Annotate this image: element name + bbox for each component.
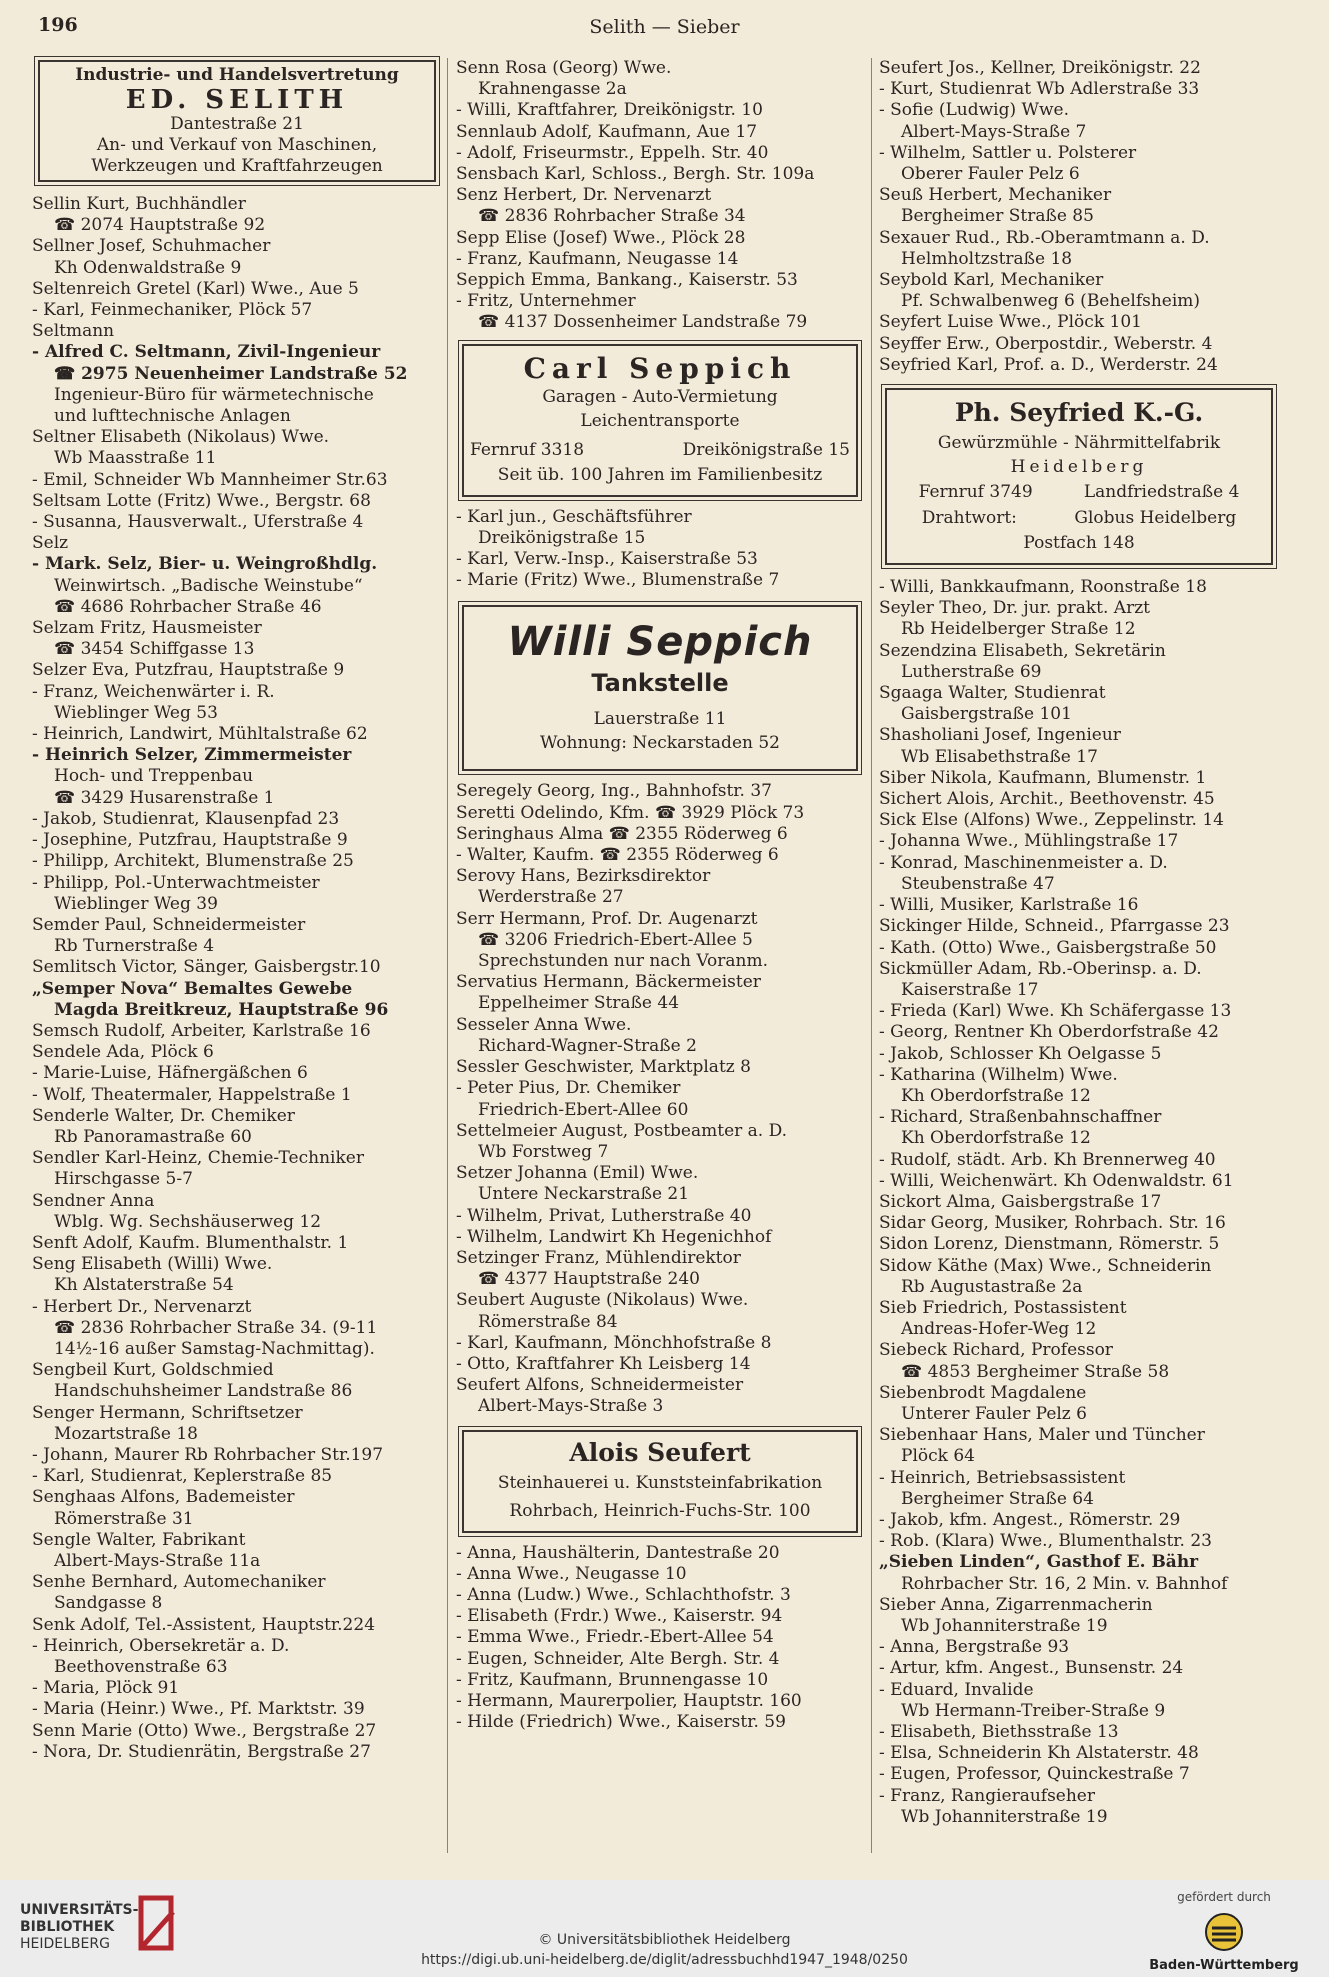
ad-selith-line: Industrie- und Handelsvertretung [75, 65, 399, 85]
list-item: - Kath. (Otto) Wwe., Gaisbergstraße 50 [879, 937, 1217, 958]
list-item: Sieber Anna, Zigarrenmacherin [879, 1594, 1153, 1615]
list-item: Sickinger Hilde, Schneid., Pfarrgasse 23 [879, 916, 1230, 937]
list-item: - Wilhelm, Landwirt Kh Hegenichhof [456, 1226, 772, 1247]
column-divider [871, 58, 872, 1853]
ad-seyfried-name: Ph. Seyfried K.-G. [954, 398, 1204, 428]
list-item: Siebeck Richard, Professor [879, 1340, 1113, 1361]
list-item: - Katharina (Wilhelm) Wwe. [879, 1064, 1118, 1085]
list-item: ☎ 4686 Rohrbacher Straße 46 [54, 596, 322, 617]
list-item: - Philipp, Pol.-Unterwachtmeister [32, 872, 320, 893]
ad-seyfried-telegram: Globus Heidelberg [1074, 508, 1237, 529]
ad-seppich-address: Dreikönigstraße 15 [682, 439, 850, 460]
list-item: ☎ 2836 Rohrbacher Straße 34 [478, 206, 746, 227]
list-item: - Nora, Dr. Studienrätin, Bergstraße 27 [32, 1741, 371, 1762]
list-item: Weinwirtsch. „Badische Weinstube“ [54, 575, 363, 596]
list-item: „Semper Nova“ Bemaltes Gewebe [32, 978, 353, 999]
list-item: - Franz, Weichenwärter i. R. [32, 681, 275, 702]
list-item: - Karl, Feinmechaniker, Plöck 57 [32, 300, 313, 321]
list-item: Setzer Johanna (Emil) Wwe. [456, 1163, 699, 1184]
footer [0, 1880, 1329, 1977]
state-crest-icon [1204, 1912, 1244, 1952]
list-item: - Eduard, Invalide [879, 1679, 1034, 1700]
list-item: Senhe Bernhard, Automechaniker [32, 1572, 326, 1593]
list-item: - Adolf, Friseurmstr., Eppelh. Str. 40 [456, 142, 769, 163]
list-item: - Susanna, Hausverwalt., Uferstraße 4 [32, 512, 364, 533]
list-item: Handschuhsheimer Landstraße 86 [54, 1381, 353, 1402]
list-item: Sessler Geschwister, Marktplatz 8 [456, 1057, 751, 1078]
ad-seppich-phone: Fernruf 3318 [470, 439, 585, 460]
list-item: Semlitsch Victor, Sänger, Gaisbergstr.10 [32, 957, 381, 978]
list-item: ☎ 4377 Hauptstraße 240 [478, 1269, 700, 1290]
list-item: - Willi, Kraftfahrer, Dreikönigstr. 10 [456, 100, 763, 121]
list-item: - Kurt, Studienrat Wb Adlerstraße 33 [879, 79, 1200, 100]
list-item: Sidar Georg, Musiker, Rohrbach. Str. 16 [879, 1213, 1226, 1234]
ad-willi-name: Willi Seppich [507, 619, 813, 666]
list-item: - Willi, Musiker, Karlstraße 16 [879, 895, 1139, 916]
list-item: Gaisbergstraße 101 [901, 704, 1072, 725]
list-item: Römerstraße 31 [54, 1508, 194, 1529]
directory-list [456, 1543, 864, 1734]
list-item: - Karl, Studienrat, Keplerstraße 85 [32, 1466, 333, 1487]
list-item: Sengbeil Kurt, Goldschmied [32, 1360, 274, 1381]
list-item: Oberer Fauler Pelz 6 [901, 164, 1080, 185]
column-1 [32, 58, 440, 1763]
list-item: Servatius Hermann, Bäckermeister [456, 972, 761, 993]
list-item: Kh Alstaterstraße 54 [54, 1275, 234, 1296]
list-item: ☎ 3429 Husarenstraße 1 [54, 787, 275, 808]
list-item: - Elisabeth, Biethsstraße 13 [879, 1722, 1119, 1743]
list-item: Selzam Fritz, Hausmeister [32, 618, 262, 639]
list-item: Eppelheimer Straße 44 [478, 993, 680, 1014]
list-item: Seringhaus Alma ☎ 2355 Röderweg 6 [456, 823, 788, 844]
page-title: Selith — Sieber [589, 16, 740, 38]
list-item: - Heinrich, Obersekretär a. D. [32, 1635, 290, 1656]
list-item: Seyffer Erw., Oberpostdir., Weberstr. 4 [879, 333, 1213, 354]
list-item: - Rob. (Klara) Wwe., Blumenthalstr. 23 [879, 1531, 1212, 1552]
list-item: Seybold Karl, Mechaniker [879, 270, 1104, 291]
list-item: Siber Nikola, Kaufmann, Blumenstr. 1 [879, 767, 1207, 788]
list-item: - Karl, Kaufmann, Mönchhofstraße 8 [456, 1332, 772, 1353]
ad-seufert-name: Alois Seufert [569, 1437, 751, 1467]
list-item: Steubenstraße 47 [901, 873, 1055, 894]
list-item: Pf. Schwalbenweg 6 (Behelfsheim) [901, 291, 1201, 312]
list-item: Rb Heidelberger Straße 12 [901, 619, 1136, 640]
ad-willi-line: Lauerstraße 11 [593, 709, 727, 730]
list-item: Sendele Ada, Plöck 6 [32, 1042, 214, 1063]
ad-willi-tankstelle: Tankstelle [591, 669, 729, 698]
list-item: Settelmeier August, Postbeamter a. D. [456, 1120, 788, 1141]
ad-selith-name: ED. SELITH [125, 85, 349, 115]
ad-willi-line: Wohnung: Neckarstaden 52 [539, 733, 780, 754]
library-name-line: BIBLIOTHEK [20, 1919, 115, 1935]
list-item: - Heinrich, Betriebsassistent [879, 1467, 1126, 1488]
list-item: Senz Herbert, Dr. Nervenarzt [456, 185, 712, 206]
list-item: ☎ 2074 Hauptstraße 92 [54, 215, 266, 236]
list-item: Sendner Anna [32, 1190, 155, 1211]
column-2 [456, 58, 864, 1733]
list-item: Werderstraße 27 [478, 887, 624, 908]
list-item: - Heinrich, Landwirt, Mühltalstraße 62 [32, 724, 368, 745]
list-item: Albert-Mays-Straße 3 [478, 1396, 664, 1417]
ad-seppich-line: Garagen - Auto-Vermietung [542, 386, 778, 407]
list-item: - Anna, Haushälterin, Dantestraße 20 [456, 1542, 780, 1563]
list-item: Semsch Rudolf, Arbeiter, Karlstraße 16 [32, 1020, 371, 1041]
list-item: Hoch- und Treppenbau [54, 766, 254, 787]
list-item: Sexauer Rud., Rb.-Oberamtmann a. D. [879, 227, 1210, 248]
list-item: - Frieda (Karl) Wwe. Kh Schäfergasse 13 [879, 1001, 1232, 1022]
list-item: Wblg. Wg. Sechshäuserweg 12 [54, 1211, 322, 1232]
list-item: Seppich Emma, Bankang., Kaiserstr. 53 [456, 270, 798, 291]
list-item: Magda Breitkreuz, Hauptstraße 96 [54, 999, 389, 1020]
ad-seyfried-city: Heidelberg [1010, 457, 1148, 478]
list-item: - Heinrich Selzer, Zimmermeister [32, 745, 352, 766]
list-item: Seltsam Lotte (Fritz) Wwe., Bergstr. 68 [32, 490, 371, 511]
ad-willi-seppich [462, 605, 858, 771]
list-item: - Josephine, Putzfrau, Hauptstraße 9 [32, 830, 348, 851]
list-item: Seretti Odelindo, Kfm. ☎ 3929 Plöck 73 [456, 802, 805, 823]
ad-seyfried-telegram-label: Drahtwort: [921, 508, 1017, 529]
ad-seufert-line: Steinhauerei u. Kunststeinfabrikation [497, 1472, 823, 1493]
list-item: Beethovenstraße 63 [54, 1657, 228, 1678]
list-item: - Fritz, Unternehmer [456, 291, 636, 312]
list-item: - Artur, kfm. Angest., Bunsenstr. 24 [879, 1658, 1184, 1679]
list-item: - Anna Wwe., Neugasse 10 [456, 1563, 687, 1584]
list-item: Seyfried Karl, Prof. a. D., Werderstr. 24 [879, 354, 1218, 375]
list-item: Seltenreich Gretel (Karl) Wwe., Aue 5 [32, 278, 359, 299]
list-item: Plöck 64 [901, 1446, 975, 1467]
list-item: ☎ 2975 Neuenheimer Landstraße 52 [54, 363, 408, 384]
list-item: Wb Forstweg 7 [478, 1141, 609, 1162]
list-item: - Marie (Fritz) Wwe., Blumenstraße 7 [456, 570, 780, 591]
list-item: - Maria, Plöck 91 [32, 1678, 180, 1699]
list-item: - Jakob, Studienrat, Klausenpfad 23 [32, 808, 340, 829]
list-item: - Johann, Maurer Rb Rohrbacher Str.197 [32, 1444, 384, 1465]
list-item: - Wilhelm, Sattler u. Polsterer [879, 142, 1137, 163]
list-item: Sezendzina Elisabeth, Sekretärin [879, 640, 1166, 661]
list-item: Rohrbacher Str. 16, 2 Min. v. Bahnhof [901, 1573, 1228, 1594]
list-item: Senft Adolf, Kaufm. Blumenthalstr. 1 [32, 1232, 349, 1253]
list-item: - Fritz, Kaufmann, Brunnengasse 10 [456, 1669, 769, 1690]
copyright: © Universitätsbibliothek Heidelberg [538, 1932, 791, 1948]
list-item: Seyler Theo, Dr. jur. prakt. Arzt [879, 598, 1150, 619]
list-item: Wb Hermann-Treiber-Straße 9 [901, 1700, 1166, 1721]
list-item: Dreikönigstraße 15 [478, 527, 646, 548]
list-item: Sgaaga Walter, Studienrat [879, 683, 1106, 704]
page-number: 196 [38, 14, 78, 36]
list-item: Wieblinger Weg 39 [54, 893, 218, 914]
list-item: Sesseler Anna Wwe. [456, 1014, 632, 1035]
list-item: - Elsa, Schneiderin Kh Alstaterstr. 48 [879, 1743, 1199, 1764]
list-item: Rb Augustastraße 2a [901, 1276, 1083, 1297]
list-item: Wb Elisabethstraße 17 [901, 746, 1098, 767]
ad-selith-line: An- und Verkauf von Maschinen, [96, 135, 378, 155]
list-item: Senderle Walter, Dr. Chemiker [32, 1105, 295, 1126]
list-item: Richard-Wagner-Straße 2 [478, 1035, 697, 1056]
library-name-line: HEIDELBERG [20, 1936, 110, 1952]
list-item: Bergheimer Straße 85 [901, 206, 1094, 227]
list-item: - Franz, Kaufmann, Neugasse 14 [456, 248, 739, 269]
ad-selith-line: Dantestraße 21 [170, 114, 304, 134]
list-item: „Sieben Linden“, Gasthof E. Bähr [879, 1552, 1199, 1573]
list-item: ☎ 4137 Dossenheimer Landstraße 79 [478, 312, 808, 333]
list-item: Sieb Friedrich, Postassistent [879, 1297, 1127, 1318]
list-item: - Elisabeth (Frdr.) Wwe., Kaiserstr. 94 [456, 1606, 783, 1627]
list-item: Selzer Eva, Putzfrau, Hauptstraße 9 [32, 660, 345, 681]
directory-list [456, 58, 864, 334]
list-item: Rb Turnerstraße 4 [54, 936, 215, 957]
list-item: ☎ 3454 Schiffgasse 13 [54, 639, 255, 660]
list-item: Siebenbrodt Magdalene [879, 1382, 1087, 1403]
list-item: Rb Panoramastraße 60 [54, 1126, 252, 1147]
list-item: - Eugen, Professor, Quinckestraße 7 [879, 1764, 1190, 1785]
list-item: Kh Odenwaldstraße 9 [54, 257, 242, 278]
list-item: Seufert Jos., Kellner, Dreikönigstr. 22 [879, 58, 1201, 78]
list-item: Sengle Walter, Fabrikant [32, 1529, 246, 1550]
list-item: Sidon Lorenz, Dienstmann, Römerstr. 5 [879, 1234, 1220, 1255]
list-item: Sick Else (Alfons) Wwe., Zeppelinstr. 14 [879, 810, 1224, 831]
list-item: Sidow Käthe (Max) Wwe., Schneiderin [879, 1255, 1212, 1276]
ad-seyfried [885, 388, 1273, 565]
list-item: Bergheimer Straße 64 [901, 1488, 1094, 1509]
list-item: Senn Rosa (Georg) Wwe. [456, 58, 672, 78]
list-item: Kh Oberdorfstraße 12 [901, 1128, 1091, 1149]
ad-selith [38, 60, 436, 182]
list-item: - Wilhelm, Privat, Lutherstraße 40 [456, 1205, 752, 1226]
list-item: Shasholiani Josef, Ingenieur [879, 725, 1121, 746]
list-item: Sellin Kurt, Buchhändler [32, 194, 246, 214]
list-item: - Willi, Weichenwärt. Kh Odenwaldstr. 61 [879, 1170, 1234, 1191]
list-item: Sickort Alma, Gaisbergstraße 17 [879, 1191, 1162, 1212]
list-item: Seubert Auguste (Nikolaus) Wwe. [456, 1290, 749, 1311]
list-item: Sichert Alois, Archit., Beethovenstr. 45 [879, 789, 1215, 810]
directory-list [456, 781, 864, 1417]
list-item: Senk Adolf, Tel.-Assistent, Hauptstr.224 [32, 1614, 376, 1635]
list-item: Semder Paul, Schneidermeister [32, 914, 306, 935]
list-item: Wieblinger Weg 53 [54, 702, 218, 723]
list-item: Senghaas Alfons, Bademeister [32, 1487, 295, 1508]
list-item: - Franz, Rangieraufseher [879, 1785, 1095, 1806]
list-item: Seng Elisabeth (Willi) Wwe. [32, 1254, 273, 1275]
list-item: Siebenhaar Hans, Maler und Tüncher [879, 1425, 1205, 1446]
library-name-line: UNIVERSITÄTS- [20, 1902, 139, 1918]
list-item: Seltner Elisabeth (Nikolaus) Wwe. [32, 427, 330, 448]
list-item: Selz [32, 533, 69, 554]
list-item: Unterer Fauler Pelz 6 [901, 1403, 1087, 1424]
list-item: Sensbach Karl, Schloss., Bergh. Str. 109a [456, 164, 815, 185]
ad-seppich-name: Carl Seppich [523, 351, 797, 385]
list-item: Wb Johanniterstraße 19 [901, 1806, 1108, 1827]
list-item: - Anna (Ludw.) Wwe., Schlachthofstr. 3 [456, 1584, 791, 1605]
directory-list [879, 577, 1279, 1828]
list-item: Albert-Mays-Straße 11a [54, 1551, 261, 1571]
list-item: - Alfred C. Seltmann, Zivil-Ingenieur [32, 342, 381, 363]
list-item: - Eugen, Schneider, Alte Bergh. Str. 4 [456, 1648, 780, 1669]
list-item: Serovy Hans, Bezirksdirektor [456, 866, 711, 887]
list-item: - Anna, Bergstraße 93 [879, 1637, 1070, 1658]
list-item: Seregely Georg, Ing., Bahnhofstr. 37 [456, 781, 772, 802]
list-item: - Richard, Straßenbahnschaffner [879, 1107, 1162, 1128]
list-item: - Marie-Luise, Häfnergäßchen 6 [32, 1063, 308, 1084]
list-item: Serr Hermann, Prof. Dr. Augenarzt [456, 908, 758, 929]
ad-alois-seufert [462, 1430, 858, 1533]
list-item: Kh Oberdorfstraße 12 [901, 1085, 1091, 1106]
list-item: Krahnengasse 2a [478, 79, 627, 100]
list-item: Kaiserstraße 17 [901, 979, 1039, 1000]
ad-selith-line: Werkzeugen und Kraftfahrzeugen [91, 156, 383, 176]
list-item: Untere Neckarstraße 21 [478, 1184, 690, 1205]
list-item: - Jakob, kfm. Angest., Römerstr. 29 [879, 1509, 1181, 1530]
list-item: Sennlaub Adolf, Kaufmann, Aue 17 [456, 121, 758, 142]
list-item: - Hilde (Friedrich) Wwe., Kaiserstr. 59 [456, 1712, 786, 1733]
list-item: Lutherstraße 69 [901, 661, 1042, 682]
list-item: - Hermann, Maurerpolier, Hauptstr. 160 [456, 1690, 802, 1711]
list-item: Seltmann [32, 321, 115, 342]
column-3 [879, 58, 1279, 1828]
ad-seyfried-address: Landfriedstraße 4 [1083, 482, 1240, 503]
list-item: Sellner Josef, Schuhmacher [32, 236, 271, 257]
ad-seyfried-postbox: Postfach 148 [1023, 533, 1135, 554]
list-item: Sickmüller Adam, Rb.-Oberinsp. a. D. [879, 958, 1202, 979]
funded-by: gefördert durch [1177, 1890, 1271, 1904]
ad-seppich-line: Seit üb. 100 Jahren im Familienbesitz [497, 464, 823, 485]
list-item: Sandgasse 8 [54, 1593, 163, 1614]
list-item: - Philipp, Architekt, Blumenstraße 25 [32, 851, 354, 872]
list-item: Setzinger Franz, Mühlendirektor [456, 1247, 741, 1268]
list-item: Ingenieur-Büro für wärmetechnische [54, 384, 374, 405]
source-url[interactable]: https://digi.ub.uni-heidelberg.de/diglit/adressbuchhd1947_1948/0250 [421, 1952, 908, 1968]
list-item: Römerstraße 84 [478, 1311, 618, 1332]
list-item: - Sofie (Ludwig) Wwe. [879, 100, 1069, 121]
list-item: Wb Johanniterstraße 19 [901, 1616, 1108, 1636]
list-item: - Walter, Kaufm. ☎ 2355 Röderweg 6 [456, 845, 779, 866]
list-item: - Wolf, Theatermaler, Happelstraße 1 [32, 1084, 352, 1105]
list-item: Sprechstunden nur nach Voranm. [478, 951, 769, 972]
list-item: und lufttechnische Anlagen [54, 406, 291, 427]
directory-list [879, 58, 1279, 376]
column-divider [447, 58, 448, 1853]
list-item: Seufert Alfons, Schneidermeister [456, 1375, 744, 1396]
list-item: Friedrich-Ebert-Allee 60 [478, 1099, 689, 1120]
list-item: - Konrad, Maschinenmeister a. D. [879, 852, 1168, 873]
list-item: - Willi, Bankkaufmann, Roonstraße 18 [879, 577, 1207, 598]
list-item: Seuß Herbert, Mechaniker [879, 185, 1112, 206]
list-item: - Karl, Verw.-Insp., Kaiserstraße 53 [456, 549, 758, 570]
list-item: - Maria (Heinr.) Wwe., Pf. Marktstr. 39 [32, 1699, 365, 1720]
list-item: ☎ 2836 Rohrbacher Straße 34. (9-11 [54, 1317, 378, 1338]
directory-list [32, 194, 440, 1763]
list-item: Hirschgasse 5-7 [54, 1169, 193, 1190]
ad-seyfried-line: Gewürzmühle - Nährmittelfabrik [937, 433, 1221, 454]
list-item: - Emil, Schneider Wb Mannheimer Str.63 [32, 469, 388, 490]
list-item: - Peter Pius, Dr. Chemiker [456, 1078, 681, 1099]
list-item: - Herbert Dr., Nervenarzt [32, 1296, 252, 1317]
list-item: - Mark. Selz, Bier- u. Weingroßhdlg. [32, 554, 378, 575]
list-item: - Jakob, Schlosser Kh Oelgasse 5 [879, 1043, 1162, 1064]
list-item: Sepp Elise (Josef) Wwe., Plöck 28 [456, 227, 746, 248]
list-item: Senger Hermann, Schriftsetzer [32, 1402, 303, 1423]
list-item: Wb Maasstraße 11 [54, 448, 217, 469]
list-item: - Otto, Kraftfahrer Kh Leisberg 14 [456, 1353, 751, 1374]
list-item: ☎ 3206 Friedrich-Ebert-Allee 5 [478, 929, 753, 950]
list-item: Albert-Mays-Straße 7 [901, 121, 1087, 142]
list-item: Helmholtzstraße 18 [901, 248, 1073, 269]
list-item: - Johanna Wwe., Mühlingstraße 17 [879, 831, 1179, 852]
state-name: Baden-Württemberg [1149, 1958, 1299, 1973]
list-item: Seyfert Luise Wwe., Plöck 101 [879, 312, 1142, 333]
list-item: 14½-16 außer Samstag-Nachmittag). [54, 1338, 375, 1359]
list-item: - Karl jun., Geschäftsführer [456, 506, 692, 527]
ad-seyfried-phone: Fernruf 3749 [918, 482, 1033, 503]
list-item: - Emma Wwe., Friedr.-Ebert-Allee 54 [456, 1627, 774, 1648]
ad-carl-seppich [462, 344, 858, 497]
list-item: Andreas-Hofer-Weg 12 [901, 1319, 1097, 1340]
directory-list [456, 507, 864, 592]
list-item: - Georg, Rentner Kh Oberdorfstraße 42 [879, 1022, 1219, 1043]
ad-seppich-line: Leichentransporte [580, 410, 740, 431]
list-item: Mozartstraße 18 [54, 1423, 198, 1444]
list-item: Sendler Karl-Heinz, Chemie-Techniker [32, 1148, 364, 1169]
list-item: Senn Marie (Otto) Wwe., Bergstraße 27 [32, 1720, 377, 1741]
list-item: - Rudolf, städt. Arb. Kh Brennerweg 40 [879, 1149, 1216, 1170]
list-item: ☎ 4853 Bergheimer Straße 58 [901, 1361, 1170, 1382]
ad-seufert-line: Rohrbach, Heinrich-Fuchs-Str. 100 [509, 1500, 811, 1521]
